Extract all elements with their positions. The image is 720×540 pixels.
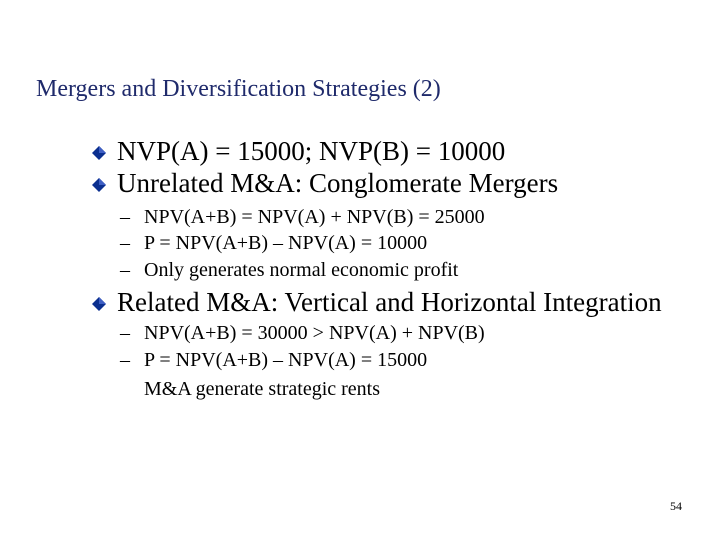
dash-marker: – xyxy=(120,206,130,228)
dash-marker: – xyxy=(120,349,130,371)
bullet-item xyxy=(92,286,662,318)
sub-bullet-text: NPV(A+B) = NPV(A) + NPV(B) = 25000 xyxy=(144,206,485,228)
diamond-bullet-icon xyxy=(92,146,106,160)
bullet-item xyxy=(92,135,505,167)
sub-bullet-text: M&A generate strategic rents xyxy=(144,378,381,400)
bullet-text: NVP(A) = 15000; NVP(B) = 10000 xyxy=(117,136,506,166)
diamond-bullet-icon xyxy=(92,297,106,311)
sub-bullet-item xyxy=(120,230,427,256)
sub-bullet-continuation xyxy=(144,376,380,402)
sub-bullet-item xyxy=(120,320,485,346)
bullet-item xyxy=(92,167,558,199)
sub-bullet-item xyxy=(120,347,427,373)
page-number: 54 xyxy=(670,499,682,513)
sub-bullet-item xyxy=(120,204,485,230)
bullet-text: Related M&A: Vertical and Horizontal Integration xyxy=(117,287,662,317)
dash-marker: – xyxy=(120,322,130,344)
sub-bullet-text: P = NPV(A+B) – NPV(A) = 10000 xyxy=(144,232,428,254)
diamond-bullet-icon xyxy=(92,178,106,192)
sub-bullet-text: NPV(A+B) = 30000 > NPV(A) + NPV(B) xyxy=(144,322,485,344)
bullet-text: Unrelated M&A: Conglomerate Mergers xyxy=(117,168,559,198)
sub-bullet-item xyxy=(120,257,458,283)
sub-bullet-text: Only generates normal economic profit xyxy=(144,259,459,281)
sub-bullet-text: P = NPV(A+B) – NPV(A) = 15000 xyxy=(144,349,428,371)
dash-marker: – xyxy=(120,259,130,281)
dash-marker: – xyxy=(120,232,130,254)
slide-title: Mergers and Diversification Strategies (2) xyxy=(36,76,441,102)
